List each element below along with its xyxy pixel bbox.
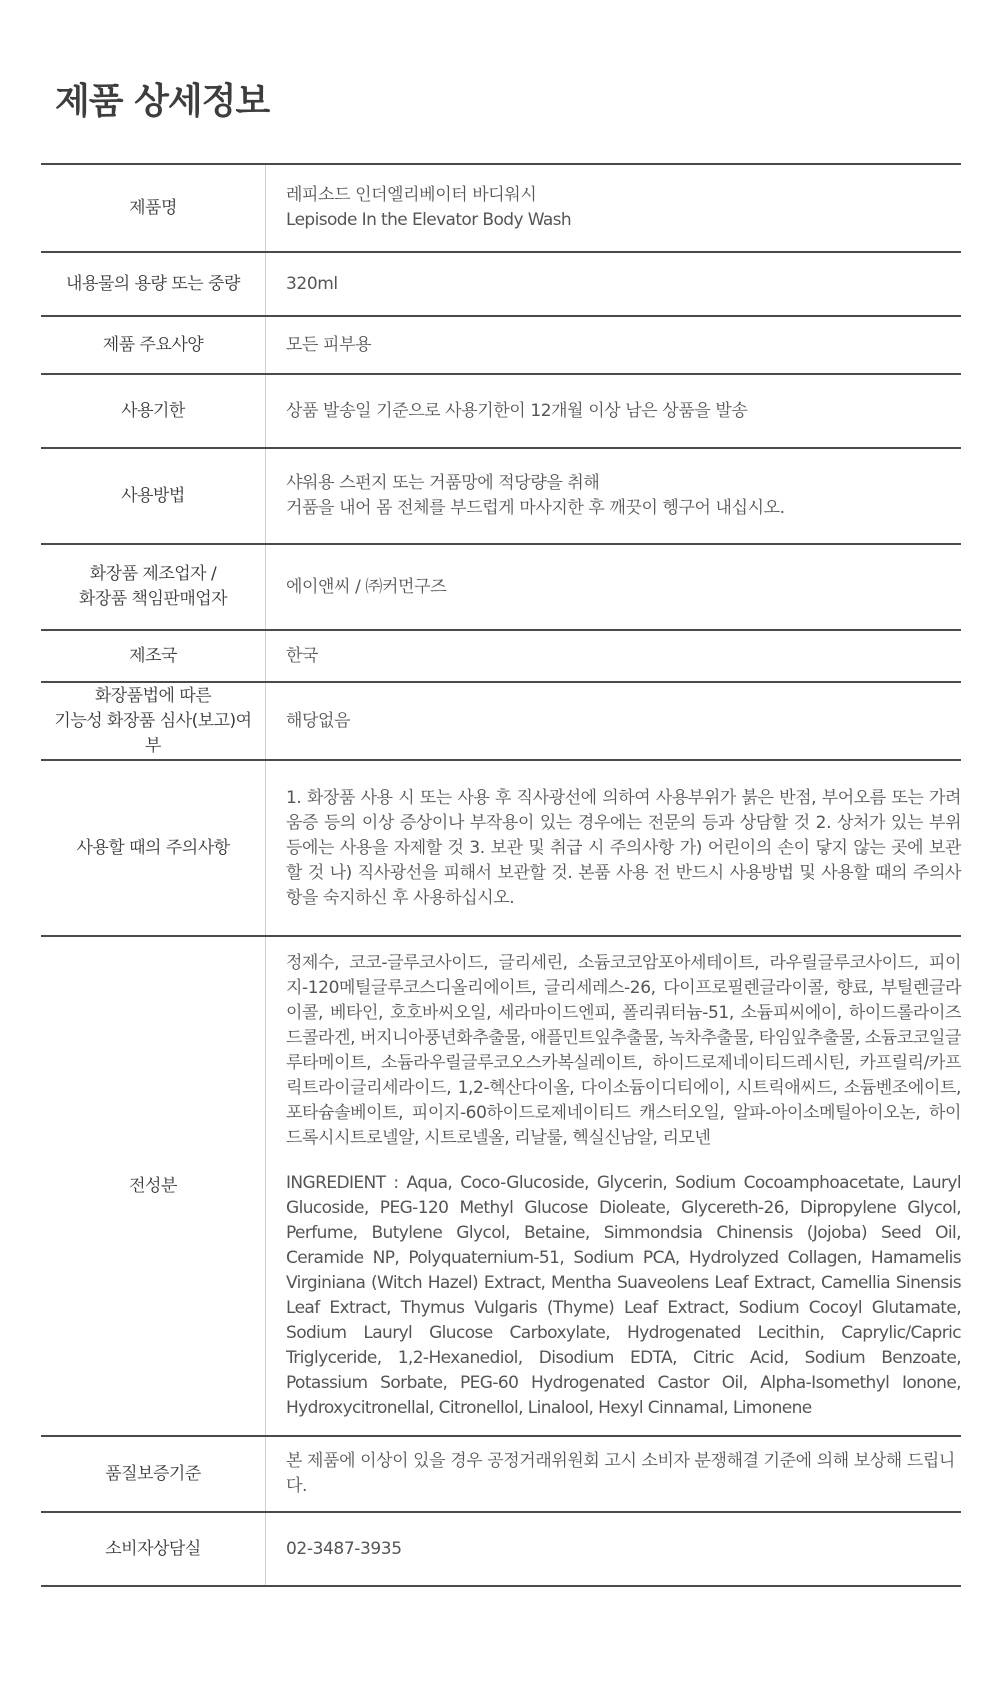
row-label: 제품명 (129, 197, 177, 218)
row-label-cell (41, 317, 266, 373)
table-row-quality-guarantee (41, 1437, 961, 1513)
row-value-cell (266, 575, 961, 600)
row-label-cell (41, 165, 266, 251)
usage-line: 거품을 내어 몸 전체를 부드럽게 마사지한 후 깨끗이 헹구어 내십시오. (286, 498, 785, 518)
row-value-cell (266, 183, 961, 233)
table-row-customer-service (41, 1513, 961, 1587)
row-value: 해당없음 (286, 710, 351, 731)
table-row-ingredients (41, 937, 961, 1437)
row-value-cell (266, 786, 961, 911)
table-row-main-spec (41, 317, 961, 375)
row-label-cell (41, 761, 266, 935)
row-label-cell (41, 545, 266, 629)
row-value: 본 제품에 이상이 있을 경우 공정거래위원회 고시 소비자 분쟁해결 기준에 의해 보상해 드립니다. (286, 1451, 955, 1496)
table-row-usage (41, 449, 961, 545)
spacer (286, 1151, 961, 1171)
row-value-cell (266, 272, 961, 297)
row-label: 화장품 제조업자 / 화장품 책임판매업자 (78, 564, 228, 609)
row-value-cell (266, 399, 961, 424)
row-label: 품질보증기준 (105, 1463, 201, 1484)
row-label: 전성분 (129, 1175, 177, 1196)
row-value: 상품 발송일 기준으로 사용기한이 12개월 이상 남은 상품을 발송 (286, 400, 748, 421)
row-value: 한국 (286, 645, 319, 666)
table-row-functional-review (41, 683, 961, 761)
table-row-product-name (41, 165, 961, 253)
ingredients-korean: 정제수, 코코-글루코사이드, 글리세린, 소듐코코암포아세테이트, 라우릴글루코사이드, 피이지-120메틸글루코스디올리에이트, 글리세레스-26, 다이프로필렌글라이콜, 향료, 부틸렌글라이콜, 베타인, 호호바씨오일, 세라마이드엔피, 폴리쿼터늄-51, 소듐피씨에이, 하이드롤라이즈드콜라겐, 버지니아풍년화추출물, 애플민트잎추출물, 녹차추출물, 타임잎추출물, 소듐코코일글루타메이트, 소듐라우릴글루코오스카복실레이트, 하이드로제네이티드레시틴, 카프릴릭/카프릭트라이글리세라이드, 1,2-헥산다이올, 다이소듐이디티에이, 시트릭애씨드, 소듐벤조에이트, 포타슘솔베이트, 피이지-60하이드로제네이티드 캐스터오일, 알파-아이소메틸아이오논, 하이드록시시트로넬알, 시트로넬올, 리날룰, 헥실신남알, 리모넨 (286, 953, 961, 1148)
row-label-cell (41, 375, 266, 447)
row-label: 제품 주요사양 (102, 334, 204, 355)
row-label: 소비자상담실 (105, 1538, 201, 1559)
row-value: 모든 피부용 (286, 334, 372, 355)
row-label-cell (41, 937, 266, 1435)
row-label: 사용할 때의 주의사항 (76, 837, 230, 858)
row-value-cell (266, 471, 961, 521)
table-row-manufacturer (41, 545, 961, 631)
row-value-cell (266, 644, 961, 669)
row-value: 에이앤씨 / ㈜커먼구즈 (286, 576, 447, 597)
row-value: 320ml (286, 273, 338, 294)
row-value-cell (266, 951, 961, 1421)
row-label: 사용방법 (121, 485, 185, 506)
product-name-korean: 레피소드 인더엘리베이터 바디워시 (286, 185, 537, 205)
customer-service-phone: 02-3487-3935 (286, 1538, 402, 1559)
row-label: 내용물의 용량 또는 중량 (66, 273, 240, 294)
usage-line: 샤워용 스펀지 또는 거품망에 적당량을 취해 (286, 473, 600, 493)
table-row-country (41, 631, 961, 683)
row-value-cell (266, 1449, 961, 1499)
row-label: 화장품법에 따른 기능성 화장품 심사(보고)여부 (54, 685, 252, 756)
row-value-cell (266, 1537, 961, 1562)
table-row-volume (41, 253, 961, 317)
table-row-precautions (41, 761, 961, 937)
table-row-expiry (41, 375, 961, 449)
row-value-cell (266, 333, 961, 358)
row-value-cell (266, 709, 961, 734)
row-label: 사용기한 (121, 400, 185, 421)
product-spec-table (41, 163, 961, 1587)
row-label-cell (41, 683, 266, 759)
product-name-english: Lepisode In the Elevator Body Wash (286, 210, 572, 230)
row-label-cell (41, 1513, 266, 1585)
row-label-cell (41, 1437, 266, 1511)
row-label: 제조국 (129, 645, 177, 666)
precautions-text: 1. 화장품 사용 시 또는 사용 후 직사광선에 의하여 사용부위가 붉은 반점, 부어오름 또는 가려움증 등의 이상 증상이나 부작용이 있는 경우에는 전문의 등과 상담할 것 2. 상처가 있는 부위 등에는 사용을 자제할 것 3. 보관 및 취급 시 주의사항 가) 어린이의 손이 닿지 않는 곳에 보관할 것 나) 직사광선을 피해서 보관할 것. 본품 사용 전 반드시 사용방법 및 사용할 때의 주의사항을 숙지하신 후 사용하십시오. (286, 787, 961, 908)
row-label-cell (41, 449, 266, 543)
row-label-cell (41, 253, 266, 315)
ingredients-english: INGREDIENT : Aqua, Coco-Glucoside, Glycerin, Sodium Cocoamphoacetate, Lauryl Glucoside, PEG-120 Methyl Glucose Dioleate, Glycereth-26, Dipropylene Glycol, Perfume, Butylene Glycol, Betaine, Simmondsia Chinensis (Jojoba) Seed Oil, Ceramide NP, Polyquaternium-51, Sodium PCA, Hydrolyzed Collagen, Hamamelis Virginiana (Witch Hazel) Extract, Mentha Suaveolens Leaf Extract, Camellia Sinensis Leaf Extract, Thymus Vulgaris (Thyme) Leaf Extract, Sodium Cocoyl Glutamate, Sodium Lauryl Glucose Carboxylate, Hydrogenated Lecithin, Caprylic/Capric Triglyceride, 1,2-Hexanediol, Disodium EDTA, Citric Acid, Sodium Benzoate, Potassium Sorbate, PEG-60 Hydrogenated Castor Oil, Alpha-Isomethyl Ionone, Hydroxycitronellal, Citronellol, Linalool, Hexyl Cinnamal, Limonene (286, 1173, 961, 1418)
row-label-cell (41, 631, 266, 681)
page-title: 제품 상세정보 (55, 81, 270, 122)
